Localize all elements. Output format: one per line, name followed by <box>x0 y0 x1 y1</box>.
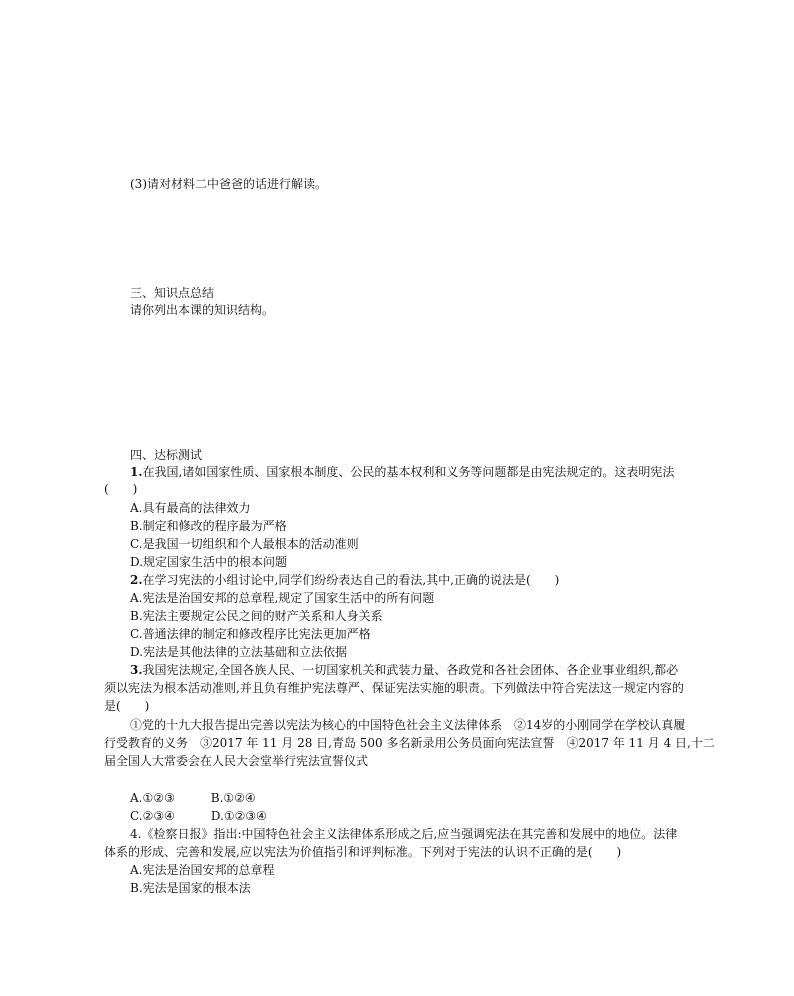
section-3-instruction: 请你列出本课的知识结构。 <box>130 303 275 317</box>
q2-stem-text: 在学习宪法的小组讨论中,同学们纷纷表达自己的看法,其中,正确的说法是( ) <box>142 573 560 587</box>
section-3-heading: 三、知识点总结 <box>130 286 215 300</box>
q2-stem <box>130 572 559 589</box>
q1-option-b: B.制定和修改的程序最为严格 <box>130 519 287 533</box>
q1-stem-text: 在我国,诸如国家性质、国家根本制度、公民的基本权利和义务等问题都是由宪法规定的。这表明宪法 <box>142 465 675 479</box>
q3-options-row1: A.①②③ B.①②④ <box>130 791 256 805</box>
section-4-heading: 四、达标测试 <box>130 448 203 462</box>
q2-option-a: A.宪法是治国安邦的总章程,规定了国家生活中的所有问题 <box>130 591 435 605</box>
q2-option-b: B.宪法主要规定公民之间的财产关系和人身关系 <box>130 609 383 623</box>
q2-option-c: C.普通法律的制定和修改程序比宪法更加严格 <box>130 627 371 641</box>
q4-stem-line1: 4.《检察日报》指出:中国特色社会主义法律体系形成之后,应当强调宪法在其完善和发展中的地位。法律 <box>130 827 678 841</box>
q4-option-a: A.宪法是治国安邦的总章程 <box>130 863 275 877</box>
q1-option-d: D.规定国家生活中的根本问题 <box>130 555 288 569</box>
q4-stem-line2: 体系的形成、完善和发展,应以宪法为价值指引和评判标准。下列对于宪法的认识不正确的是( ) <box>104 845 622 859</box>
q2-number: 2. <box>130 573 143 587</box>
q1-number: 1. <box>130 465 143 479</box>
q1-option-a: A.具有最高的法律效力 <box>130 501 251 515</box>
q3-items-line1: ①党的十九大报告提出完善以宪法为核心的中国特色社会主义法律体系 ②14岁的小刚同学在学校认真履 <box>130 718 686 732</box>
question-3-part2: (3)请对材料二中爸爸的话进行解读。 <box>130 177 327 191</box>
q3-stem-line2: 须以宪法为根本活动准则,并且负有维护宪法尊严、保证宪法实施的职责。下列做法中符合宪法这一规定内容的 <box>104 681 684 695</box>
q3-items-line3: 届全国人大常委会在人民大会堂举行宪法宣誓仪式 <box>104 754 369 768</box>
q3-options-row2: C.②③④ D.①②③④ <box>130 809 267 823</box>
q1-stem <box>130 464 674 481</box>
q3-stem-line1 <box>130 662 678 679</box>
q1-option-c: C.是我国一切组织和个人最根本的活动准则 <box>130 537 359 551</box>
q4-option-b: B.宪法是国家的根本法 <box>130 881 251 895</box>
q2-option-d: D.宪法是其他法律的立法基础和立法依据 <box>130 645 348 659</box>
q1-blank: ( ) <box>104 482 138 496</box>
q3-items-line2: 行受教育的义务 ③2017 年 11 月 28 日,青岛 500 多名新录用公务员面向宪法宣誓 ④2017 年 11 月 4 日,十二 <box>104 736 715 750</box>
q3-stem-line3: 是( ) <box>104 699 150 713</box>
q3-number: 3. <box>130 663 143 677</box>
q3-stem-text: 我国宪法规定,全国各族人民、一切国家机关和武装力量、各政党和各社会团体、各企业事业组织,都必 <box>142 663 679 677</box>
